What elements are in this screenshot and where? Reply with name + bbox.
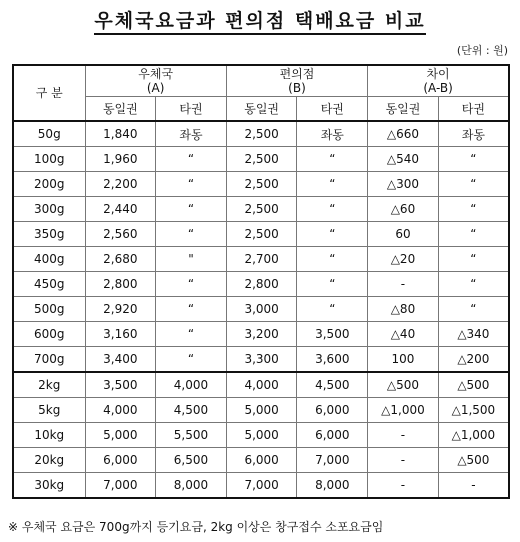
table-cell: 4,000 bbox=[156, 372, 227, 398]
table-cell: 2,500 bbox=[226, 197, 297, 222]
group-name: 차이 bbox=[426, 67, 450, 81]
table-cell: 3,000 bbox=[226, 297, 297, 322]
table-cell: 좌동 bbox=[438, 121, 509, 147]
table-row bbox=[13, 423, 509, 448]
table-cell: △60 bbox=[368, 197, 439, 222]
title-text: 우체국요금과 편의점 택배요금 비교 bbox=[94, 10, 425, 35]
table-cell: “ bbox=[438, 247, 509, 272]
row-label: 350g bbox=[13, 222, 85, 247]
table-row bbox=[13, 272, 509, 297]
table-cell: 6,000 bbox=[226, 448, 297, 473]
table-cell: “ bbox=[156, 222, 227, 247]
table-cell: △340 bbox=[438, 322, 509, 347]
table-row bbox=[13, 473, 509, 499]
table-row bbox=[13, 147, 509, 172]
table-cell: △1,000 bbox=[368, 398, 439, 423]
table-cell: 6,000 bbox=[297, 398, 368, 423]
table-cell: 3,160 bbox=[85, 322, 156, 347]
table-cell: 좌동 bbox=[156, 121, 227, 147]
row-label: 5kg bbox=[13, 398, 85, 423]
fee-comparison-table bbox=[12, 64, 510, 499]
table-cell: 3,200 bbox=[226, 322, 297, 347]
subheader: 동일권 bbox=[226, 97, 297, 122]
table-cell: “ bbox=[438, 297, 509, 322]
row-label: 10kg bbox=[13, 423, 85, 448]
table-cell: “ bbox=[297, 172, 368, 197]
table-cell: 4,000 bbox=[85, 398, 156, 423]
table-row bbox=[13, 398, 509, 423]
table-row bbox=[13, 322, 509, 347]
row-label: 50g bbox=[13, 121, 85, 147]
table-cell: 1,960 bbox=[85, 147, 156, 172]
table-cell: “ bbox=[156, 322, 227, 347]
table-cell: 2,680 bbox=[85, 247, 156, 272]
table-cell: △1,000 bbox=[438, 423, 509, 448]
table-cell: 5,000 bbox=[226, 398, 297, 423]
table-row bbox=[13, 247, 509, 272]
table-row bbox=[13, 222, 509, 247]
table-cell: △660 bbox=[368, 121, 439, 147]
table-cell: 5,000 bbox=[85, 423, 156, 448]
table-cell: 2,500 bbox=[226, 172, 297, 197]
table-cell: 7,000 bbox=[297, 448, 368, 473]
row-label: 300g bbox=[13, 197, 85, 222]
row-label: 200g bbox=[13, 172, 85, 197]
table-row bbox=[13, 347, 509, 373]
row-label: 700g bbox=[13, 347, 85, 373]
table-row bbox=[13, 372, 509, 398]
table-row bbox=[13, 172, 509, 197]
table-cell: △20 bbox=[368, 247, 439, 272]
table-cell: 4,500 bbox=[156, 398, 227, 423]
row-label: 450g bbox=[13, 272, 85, 297]
table-row bbox=[13, 297, 509, 322]
table-cell: 7,000 bbox=[85, 473, 156, 499]
table-cell: 4,000 bbox=[226, 372, 297, 398]
table-cell: “ bbox=[156, 297, 227, 322]
table-cell: 3,400 bbox=[85, 347, 156, 373]
table-cell: “ bbox=[297, 197, 368, 222]
table-cell: - bbox=[368, 448, 439, 473]
table-cell: 2,800 bbox=[85, 272, 156, 297]
table-cell: “ bbox=[438, 147, 509, 172]
row-label: 30kg bbox=[13, 473, 85, 499]
table-cell: 2,440 bbox=[85, 197, 156, 222]
table-cell: “ bbox=[438, 272, 509, 297]
table-cell: 7,000 bbox=[226, 473, 297, 499]
table-cell: 2,500 bbox=[226, 222, 297, 247]
group-name: 우체국 bbox=[138, 67, 174, 81]
subheader: 동일권 bbox=[85, 97, 156, 122]
table-cell: “ bbox=[438, 172, 509, 197]
table-cell: 6,000 bbox=[85, 448, 156, 473]
table-cell: △200 bbox=[438, 347, 509, 373]
row-label: 100g bbox=[13, 147, 85, 172]
table-cell: 8,000 bbox=[297, 473, 368, 499]
table-cell: “ bbox=[438, 222, 509, 247]
table-cell: “ bbox=[297, 272, 368, 297]
row-label: 20kg bbox=[13, 448, 85, 473]
table-cell: " bbox=[156, 247, 227, 272]
table-cell: 1,840 bbox=[85, 121, 156, 147]
table-row bbox=[13, 121, 509, 147]
table-cell: 60 bbox=[368, 222, 439, 247]
table-row bbox=[13, 197, 509, 222]
table-cell: 2,560 bbox=[85, 222, 156, 247]
table-row bbox=[13, 448, 509, 473]
table-cell: “ bbox=[156, 272, 227, 297]
header-gubun: 구 분 bbox=[13, 65, 85, 121]
table-cell: 4,500 bbox=[297, 372, 368, 398]
row-label: 400g bbox=[13, 247, 85, 272]
subheader: 타권 bbox=[438, 97, 509, 122]
table-cell: 5,000 bbox=[226, 423, 297, 448]
document-title bbox=[0, 6, 520, 33]
table-cell: 2,920 bbox=[85, 297, 156, 322]
subheader: 타권 bbox=[156, 97, 227, 122]
table-cell: 3,500 bbox=[297, 322, 368, 347]
table-cell: 3,600 bbox=[297, 347, 368, 373]
group-code: (A-B) bbox=[423, 81, 453, 95]
table-cell: 2,500 bbox=[226, 121, 297, 147]
row-label: 500g bbox=[13, 297, 85, 322]
table-cell: “ bbox=[156, 347, 227, 373]
header-group-convenience bbox=[226, 65, 367, 97]
table-cell: △500 bbox=[438, 372, 509, 398]
table-cell: 100 bbox=[368, 347, 439, 373]
table-cell: “ bbox=[156, 147, 227, 172]
table-body bbox=[13, 121, 509, 498]
table-cell: “ bbox=[156, 172, 227, 197]
group-name: 편의점 bbox=[279, 67, 315, 81]
subheader: 동일권 bbox=[368, 97, 439, 122]
table-cell: △40 bbox=[368, 322, 439, 347]
table-cell: 좌동 bbox=[297, 121, 368, 147]
table-cell: “ bbox=[438, 197, 509, 222]
table-cell: 6,500 bbox=[156, 448, 227, 473]
group-code: (B) bbox=[288, 81, 306, 95]
table-cell: 2,500 bbox=[226, 147, 297, 172]
table-cell: “ bbox=[156, 197, 227, 222]
table-cell: “ bbox=[297, 247, 368, 272]
table-cell: “ bbox=[297, 297, 368, 322]
table-cell: “ bbox=[297, 147, 368, 172]
footnote: ※ 우체국 요금은 700g까지 등기요금, 2kg 이상은 창구접수 소포요금임 bbox=[8, 520, 384, 534]
group-code: (A) bbox=[146, 81, 165, 95]
table-cell: 3,500 bbox=[85, 372, 156, 398]
table-cell: 8,000 bbox=[156, 473, 227, 499]
table-cell: 3,300 bbox=[226, 347, 297, 373]
table-cell: △540 bbox=[368, 147, 439, 172]
table-cell: 5,500 bbox=[156, 423, 227, 448]
unit-note: (단위 : 원) bbox=[456, 44, 508, 57]
table-cell: △300 bbox=[368, 172, 439, 197]
table-cell: 2,200 bbox=[85, 172, 156, 197]
header-group-post bbox=[85, 65, 226, 97]
table-cell: “ bbox=[297, 222, 368, 247]
table-cell: - bbox=[368, 272, 439, 297]
table-cell: - bbox=[438, 473, 509, 499]
table-cell: 2,700 bbox=[226, 247, 297, 272]
table-cell: - bbox=[368, 473, 439, 499]
header-group-difference bbox=[368, 65, 509, 97]
row-label: 600g bbox=[13, 322, 85, 347]
table-cell: - bbox=[368, 423, 439, 448]
table-cell: △500 bbox=[368, 372, 439, 398]
table-cell: △80 bbox=[368, 297, 439, 322]
table-cell: △1,500 bbox=[438, 398, 509, 423]
subheader: 타권 bbox=[297, 97, 368, 122]
table-cell: 6,000 bbox=[297, 423, 368, 448]
row-label: 2kg bbox=[13, 372, 85, 398]
table-cell: △500 bbox=[438, 448, 509, 473]
table-cell: 2,800 bbox=[226, 272, 297, 297]
